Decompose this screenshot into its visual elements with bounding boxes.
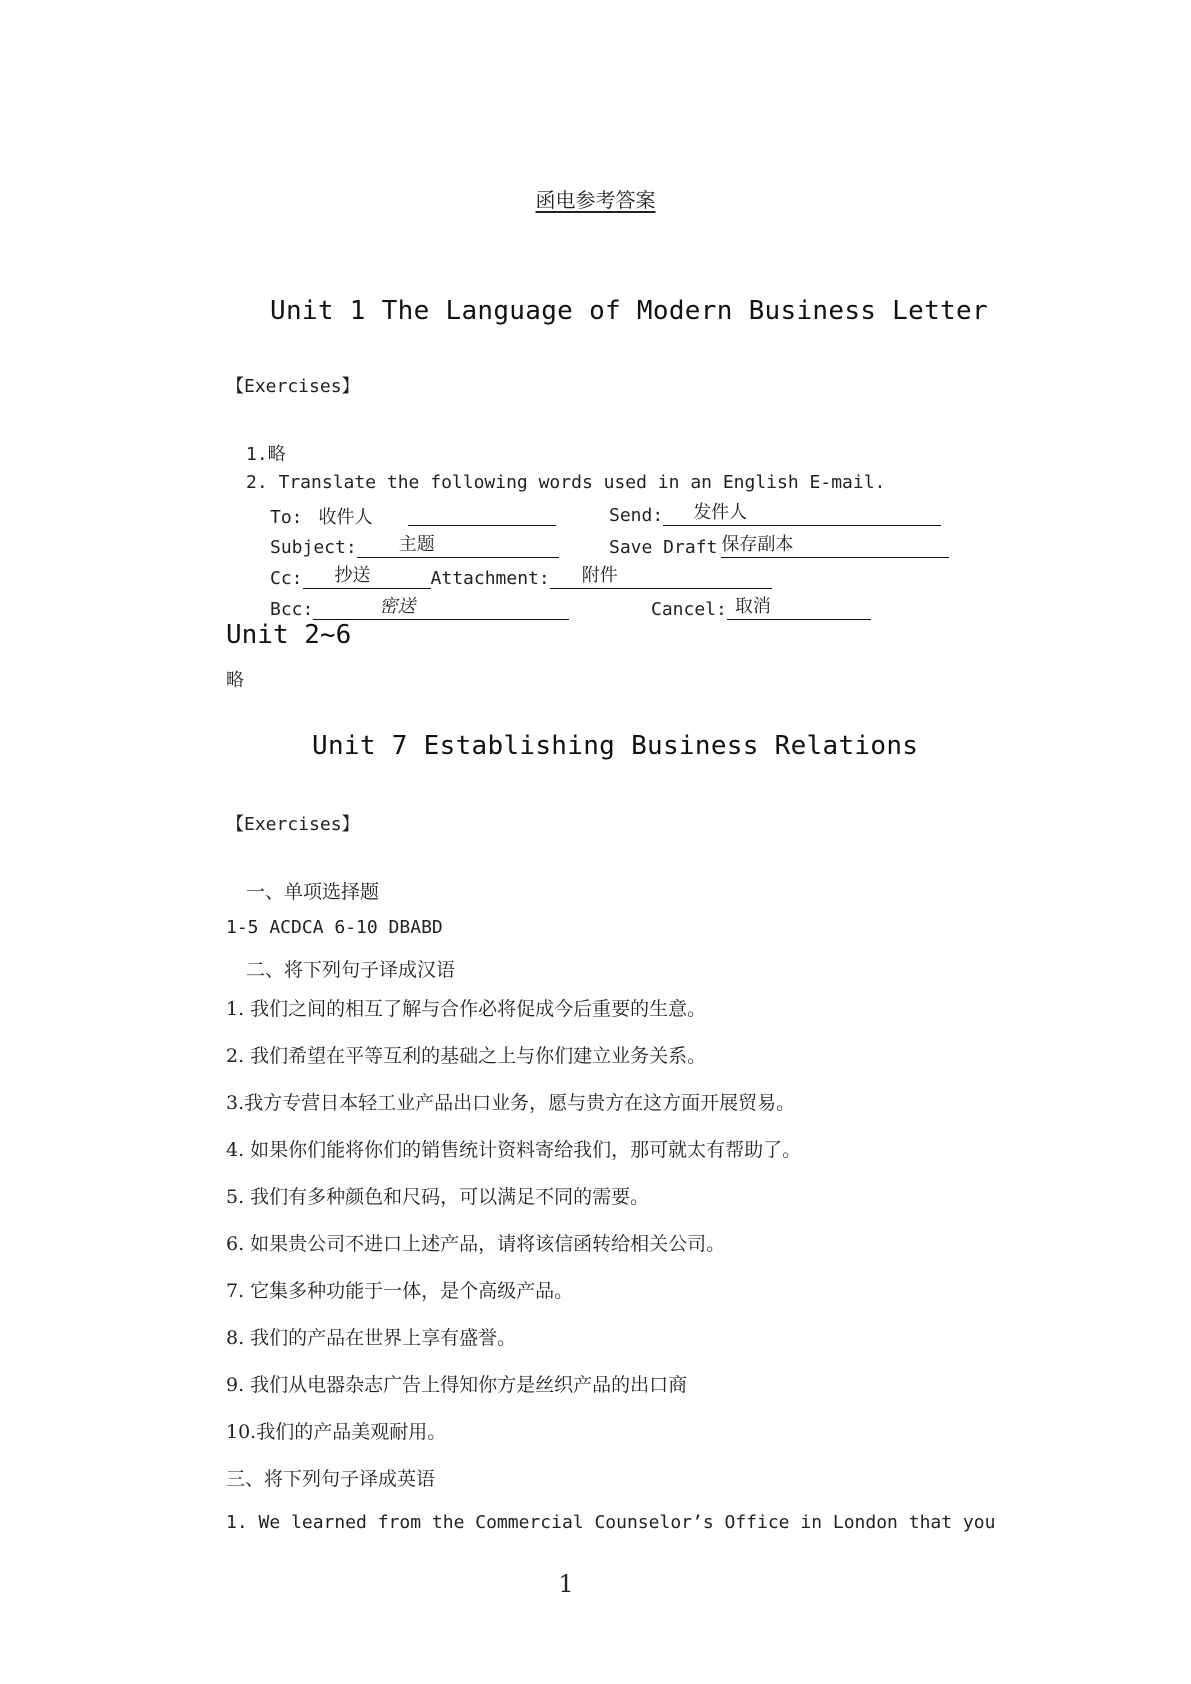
section2-item: 5. 我们有多种颜色和尺码，可以满足不同的需要。 <box>226 1186 650 1208</box>
field-send <box>609 503 941 526</box>
section2-item: 2. 我们希望在平等互利的基础之上与你们建立业务关系。 <box>226 1045 707 1067</box>
field-bcc <box>270 597 569 620</box>
section3-title: 三、将下列句子译成英语 <box>226 1468 436 1490</box>
unit2-6-heading: Unit 2~6 <box>226 620 352 650</box>
section2-item: 7. 它集多种功能于一体，是个高级产品。 <box>226 1280 574 1302</box>
field-attachment-value: 附件 <box>581 565 618 586</box>
section1-answers: 1-5 ACDCA 6-10 DBABD <box>226 917 443 938</box>
unit1-exercises-label: 【Exercises】 <box>226 376 360 397</box>
field-cancel-value: 取消 <box>734 596 771 617</box>
unit1-heading: Unit 1 The Language of Modern Business Letter <box>270 296 988 326</box>
section2-item: 10.我们的产品美观耐用。 <box>226 1421 447 1443</box>
field-cancel <box>651 597 871 620</box>
field-send-value: 发件人 <box>693 502 748 523</box>
field-subject-value: 主题 <box>398 534 435 555</box>
field-cc-value: 抄送 <box>334 565 371 586</box>
unit2-6-note: 略 <box>226 670 244 691</box>
field-save-draft-value: 保存副本 <box>721 534 794 555</box>
section2-item: 9. 我们从电器杂志广告上得知你方是丝织产品的出口商 <box>226 1374 688 1396</box>
section2-item: 1. 我们之间的相互了解与合作必将促成今后重要的生意。 <box>226 998 707 1020</box>
field-save-draft <box>609 535 949 558</box>
section2-item: 6. 如果贵公司不进口上述产品，请将该信函转给相关公司。 <box>226 1233 726 1255</box>
page-number: 1 <box>558 1570 574 1598</box>
unit1-item-1: 1.略 <box>246 444 286 465</box>
unit7-heading: Unit 7 Establishing Business Relations <box>312 731 919 761</box>
section2-item: 8. 我们的产品在世界上享有盛誉。 <box>226 1327 517 1349</box>
unit1-item-2: 2. Translate the following words used in an English E-mail. <box>246 472 886 493</box>
field-cc-label: Cc: <box>270 568 303 589</box>
field-bcc-label: Bcc: <box>270 599 314 620</box>
field-to-label: To: <box>270 507 303 528</box>
field-to <box>270 503 373 529</box>
field-subject-label: Subject: <box>270 537 357 558</box>
field-subject <box>270 535 559 558</box>
unit7-exercises-label: 【Exercises】 <box>226 814 360 835</box>
field-cancel-label: Cancel: <box>651 599 727 620</box>
section2-item: 4. 如果你们能将你们的销售统计资料寄给我们，那可就太有帮助了。 <box>226 1139 802 1161</box>
field-cc <box>270 566 772 589</box>
field-to-value: 收件人 <box>318 507 373 528</box>
field-send-label: Send: <box>609 505 664 526</box>
section3-item: 1. We learned from the Commercial Counselor’s Office in London that you <box>226 1512 996 1533</box>
section2-item: 3.我方专营日本轻工业产品出口业务，愿与贵方在这方面开展贸易。 <box>226 1092 796 1114</box>
field-save-draft-label: Save Draft <box>609 537 718 558</box>
field-attachment-label: Attachment: <box>430 568 550 589</box>
section2-title: 二、将下列句子译成汉语 <box>246 959 456 981</box>
document-title: 函电参考答案 <box>535 188 656 212</box>
field-bcc-value: 密送 <box>379 596 416 617</box>
section1-title: 一、单项选择题 <box>246 881 380 903</box>
field-to-blank <box>408 503 556 526</box>
